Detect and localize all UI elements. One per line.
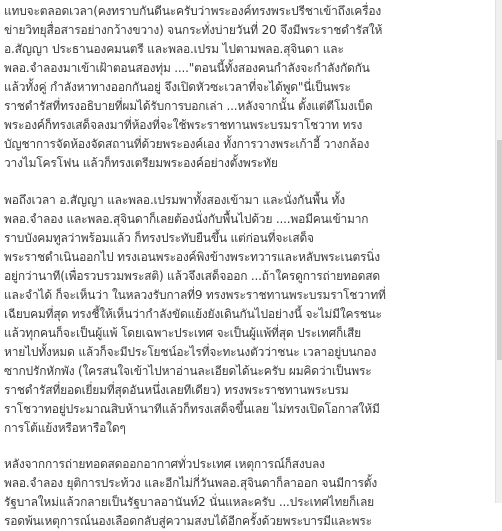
text-line: พลอ.จำลองมาเข้าเฝ้าตอนสองทุ่ม ...."ตอนนี้ทั้งสองคนกำลังจะกำลังกัดกัน (4, 61, 370, 75)
text-line: อยู่กว่านาที(เพื่อรวบรวมพระสติ) แล้วจึงเสด็จออก ...ถ้าใครดูการถ่ายทอดสด (4, 269, 380, 283)
text-line: หายไปทั้งหมด แล้วก็จะมีประโยชน์อะไรที่จะทะนงตัวว่าชนะ เวลาอยู่บนกอง (4, 345, 377, 359)
text-line: ซากปรักหักพัง (ใครสนใจเข้าไปหาอ่านละเอียดได้นะครับ ผมคิดว่าเป็นพระ (4, 364, 372, 378)
text-line: พระราชดำเนินออกไป ทรงเอนพระองค์พิงข้างพระทวารและหลับพระเนตรนิ่ง (4, 250, 380, 264)
scrollbar-thumb[interactable] (497, 140, 502, 360)
vertical-scrollbar[interactable] (495, 0, 502, 503)
article-body (4, 0, 492, 531)
text-line: ราบบังคมทูลว่าพร้อมแล้ว ก็ทรงประทับยืนขึ้น แต่ก่อนที่จะเสด็จ (4, 231, 314, 245)
text-line: การโต้แย้งหรือหารือใดๆ (4, 421, 126, 435)
text-line: อ.สัญญา ประธานองคมนตรี และพลอ.เปรม ไปตามพลอ.สุจินดา และ (4, 42, 344, 56)
text-line: แล้วทั้งคู่ กำลังหาทางออกกันอยู่ จึงเปิดหัวซะเวลาที่จะได้พูด"นี่เป็นพระ (4, 80, 351, 94)
paragraph-spacer (4, 438, 492, 455)
text-line: รัฐบาลใหม่แล้วกลายเป็นรัฐบาลอานันท์2 นั่นแหละครับ ...ประเทศไทยก็เลย (4, 495, 374, 509)
text-line: พอถึงเวลา อ.สัญญา และพลอ.เปรมพาทั้งสองเข้ามา และนั่งกันพื้น ทั้ง (4, 193, 345, 207)
paragraph-2 (4, 191, 492, 438)
paragraph-3 (4, 455, 492, 531)
text-line: พลอ.จำลอง และพลอ.สุจินดาก็เลยต้องนั่งกับพื้นไปด้วย ....พอมีคนเข้ามาก (4, 212, 369, 226)
text-line: แทบจะตลอดเวลา(คงทราบกันดีนะครับว่าพระองค์ทรงพระปรีชาเข้าถึงเครื่อง (4, 4, 382, 18)
paragraph-1 (4, 2, 492, 173)
text-line: แล้วทุกคนก็จะเป็นผู้แพ้ โดยเฉพาะประเทศ จะเป็นผู้แพ้ที่สุด ประเทศก็เสีย (4, 326, 361, 340)
paragraph-spacer (4, 173, 492, 191)
text-line: ราโชวาทอยู่ประมาณสิบห้านาทีแล้วก็ทรงเสด็จขึ้นเลย ไม่ทรงเปิดโอกาสให้มี (4, 402, 380, 416)
text-line: ราชดำรัสที่ทรงอธิบายที่ผมได้รับการบอกเล่า ...หลังจากนั้น ตั้งแต่ตีโมงเบ็ด (4, 99, 373, 113)
text-line: รอดพ้นเหตุการณ์นองเลือดกลับสู่ความสงบได้อีกครั้งด้วยพระบารมีและพระ (4, 514, 372, 528)
text-line: พระองค์ก็ทรงเสด็จลงมาที่ห้องที่จะใช้พระราชทานพระบรมราโชวาท ทรง (4, 118, 363, 132)
text-line: ราชดำรัสที่ยอดเยี่ยมที่สุดอันหนึ่งเลยทีเดียว) ทรงพระราชทานพระบรม (4, 383, 349, 397)
text-line: พลอ.จำลอง ยุติการประท้วง และอีกไม่กี่วันพลอ.สุจินดาก็ลาออก จนมีการตั้ง (4, 476, 378, 490)
text-line: หลังจากการถ่ายทอดสดออกอากาศทั่วประเทศ เหตุการณ์ก็สงบลง (4, 457, 325, 471)
text-line: ข่ายวิทยุสื่อสารอย่างกว้างขวาง) จนกระทั่งบ่ายวันที่ 20 จึงมีพระราชดำรัสให้ (4, 23, 383, 37)
text-line: วางไมโครโฟน แล้วก็ทรงเตรียมพระองค์อย่างตั้งพระทัย (4, 156, 278, 170)
text-line: เฉียบคมที่สุด ทรงชี้ให้เห็นว่ากำลังขัดแย้งยังเดินกันไปอย่างนี้ จะไม่มีใครชนะ (4, 307, 382, 321)
text-line: และจำได้ ก็จะเห็นว่า ในหลวงรับกาลที่9 ทรงพระราชทานพระบรมราโชวาทที่ (4, 288, 386, 302)
text-line: บัญชาการจัดห้องจัดสถานที่ด้วยพระองค์เอง ทั้งการวางพระเก้าอี้ วางกล้อง (4, 137, 370, 151)
